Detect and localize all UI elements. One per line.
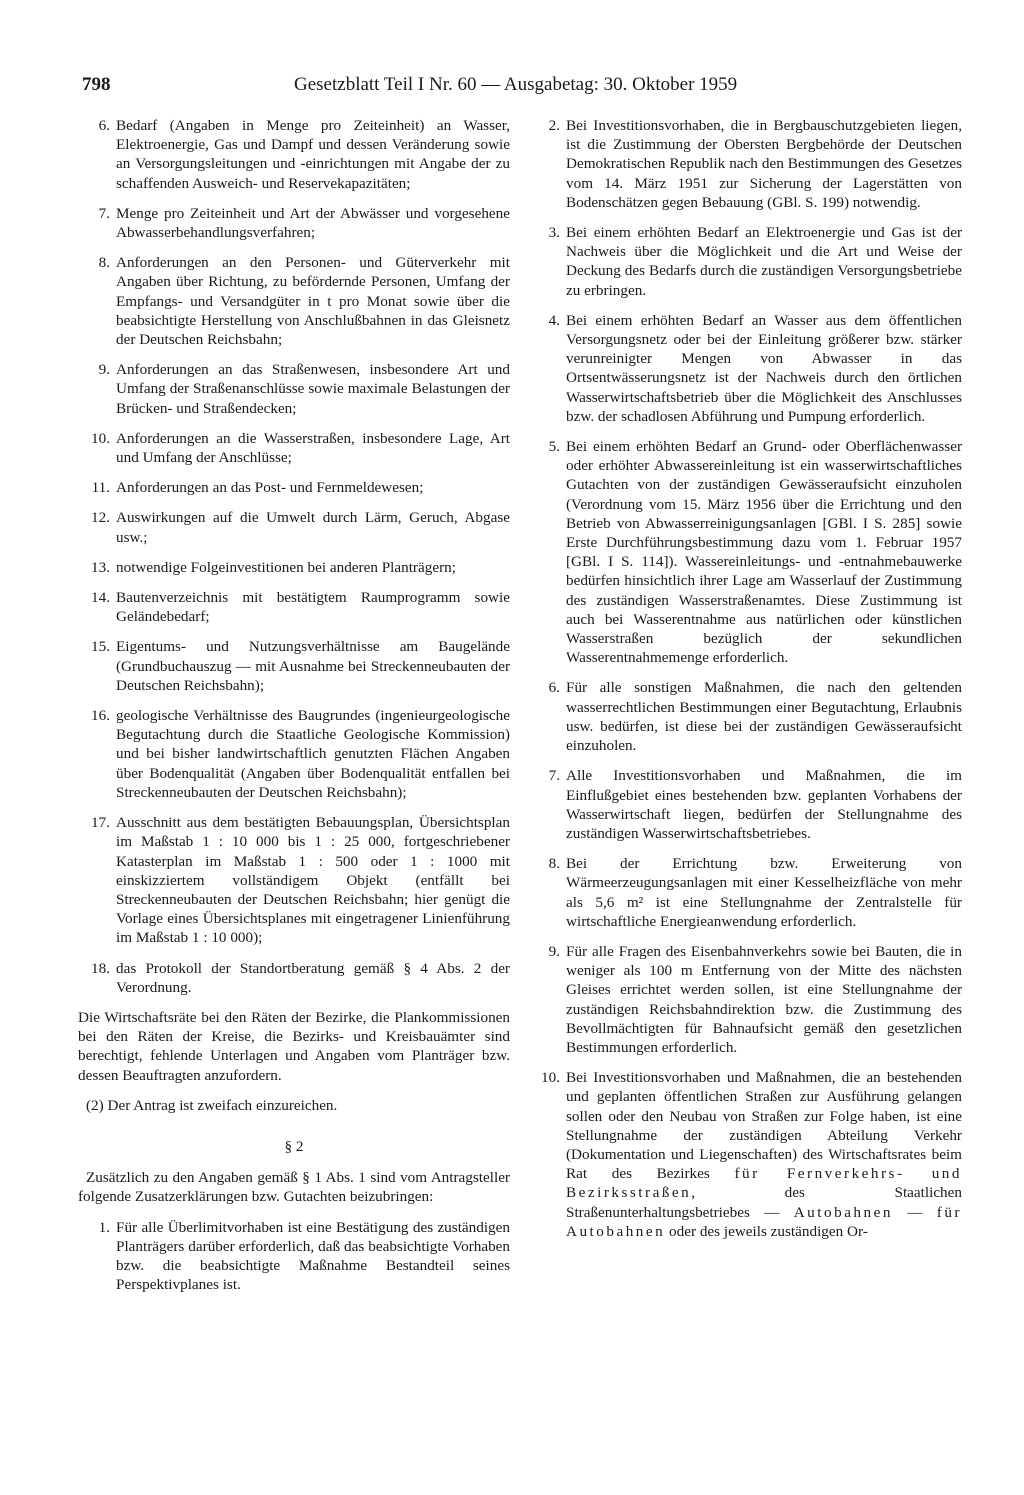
section-heading: § 2: [284, 1137, 304, 1155]
right-item-list: [528, 116, 962, 1057]
item-text: Anforderungen an die Wasserstraßen, insbesondere Lage, Art und Umfang der Anschlüsse;: [116, 429, 510, 467]
item-number: 17.: [91, 814, 110, 832]
item-text-part: Bei Investitionsvorhaben und Maßnahmen, die an bestehenden und geplanten öffentlichen Straßen zur Ausführung gelangen sollen oder den Neubau von Straßen zur Folge haben, ist eine Stellungnahme der zuständigen Abteilung Verkehr (Dokumentation und Liegenschaften) des Wirtschaftsrates beim Rat des Bezirkes: [566, 1069, 962, 1183]
list-item: [78, 478, 510, 497]
item-number: 8.: [98, 254, 110, 272]
item-text: geologische Verhältnisse des Baugrundes (ingenieurgeologische Begutachtung durch die Staatliche Geologische Kommission) und bei bisher landwirtschaftlich genutzten Flächen Angaben über Bodenqualität (Angaben über Bodenqualität entfallen bei Streckenneubauten der Deutschen Reichsbahn);: [116, 707, 510, 801]
item-number: 13.: [91, 558, 110, 576]
list-item: [528, 437, 962, 667]
item-text: Ausschnitt aus dem bestätigten Bebauungsplan, Übersichtsplan im Maßstab 1 : 10 000 bis 1 : 25 000, fortgeschriebener Katasterplan im Maßstab 1 : 500 oder 1 : 1000 mit einskizziertem vollständigem Objekt (entfällt bei Streckenneubauten der Deutschen Reichsbahn; hier genügt die Vorlage eines Übersichtsplanes mit eingetragener Linienführung im Maßstab 1 : 10 000);: [116, 814, 510, 947]
left-column: [78, 116, 510, 1305]
list-item: [78, 959, 510, 997]
item-text: Bei Investitionsvorhaben, die in Bergbauschutzgebieten liegen, ist die Zustimmung der Obersten Bergbehörde der Deutschen Demokratischen Republik nach den Bestimmungen des Gesetzes vom 14. März 1951 zur Sicherung der Lagerstätten von Bodenschätzen gegen Bebauung (GBl. S. 199) notwendig.: [566, 117, 962, 211]
item-number: 8.: [548, 855, 560, 873]
item-text: das Protokoll der Standortberatung gemäß § 4 Abs. 2 der Verordnung.: [116, 959, 510, 996]
item-text: Anforderungen an den Personen- und Güterverkehr mit Angaben über Richtung, zu befördernde Personen, Umfang der Empfangs- und Versandgüter in t pro Monat sowie über die beabsichtigte Herstellung von Anschlußbahnen in das Gleisnetz der Deutschen Reichsbahn;: [116, 254, 510, 349]
item-number: 15.: [91, 638, 110, 656]
item-number: 4.: [548, 311, 560, 329]
item-number: 16.: [91, 707, 110, 725]
list-item: [78, 253, 510, 349]
list-item: [78, 429, 510, 467]
item-text: Auswirkungen auf die Umwelt durch Lärm, Geruch, Abgase usw.;: [116, 509, 510, 546]
item-text-part: , des Staatlichen Straßenunterhaltungsbetriebes —: [566, 1184, 962, 1221]
item-number: 1.: [98, 1218, 110, 1236]
item-number: 14.: [91, 589, 110, 607]
item-number: 2.: [548, 117, 560, 134]
item-text-spaced: für Autobahnen: [566, 1203, 962, 1240]
item-number: 12.: [91, 509, 110, 527]
item-text: Für alle sonstigen Maßnahmen, die nach den geltenden wasserrechtlichen Bestimmungen einer Begutachtung, Erlaubnis usw. bedürfen, ist diese bei der zuständigen Gewässeraufsicht einzuholen.: [566, 679, 962, 755]
list-item: [528, 311, 962, 426]
list-item: [528, 766, 962, 843]
item-text: notwendige Folgeinvestitionen bei anderen Planträgern;: [116, 558, 456, 576]
list-item: [78, 360, 510, 418]
list-item: [78, 637, 510, 695]
item-number: 5.: [548, 438, 560, 456]
list-item: [78, 813, 510, 947]
list-item: [528, 223, 962, 300]
list-item-10: [528, 1068, 962, 1241]
list-item: [78, 558, 510, 577]
list-item: [78, 1218, 510, 1295]
list-item: [528, 116, 962, 212]
item-text-spaced: für Fernverkehrs- und Bezirksstraßen: [566, 1165, 962, 1202]
list-item: [528, 678, 962, 755]
header-title: Gesetzblatt Teil I Nr. 60 — Ausgabetag: 30. Oktober 1959: [294, 74, 738, 95]
page-header: [82, 74, 962, 104]
left-item-list: [78, 116, 510, 997]
item-text: Anforderungen an das Straßenwesen, insbesondere Art und Umfang der Straßenanschlüsse sowie maximale Belastungen der Brücken- und Straßendecken;: [116, 361, 510, 417]
item-text: Bei einem erhöhten Bedarf an Elektroenergie und Gas ist der Nachweis über die Möglichkeit und die Art und Weise der Deckung des Bedarfs durch die zuständigen Versorgungsbetriebe zu erbringen.: [566, 224, 962, 299]
item-number: 9.: [548, 942, 560, 960]
item-number: 10.: [541, 1069, 560, 1087]
item-number: 6.: [548, 679, 560, 697]
list-item: [528, 854, 962, 931]
item-number: 11.: [91, 479, 110, 497]
list-item: [78, 116, 510, 193]
list-item: [78, 508, 510, 546]
item-text-spaced: Autobahnen: [793, 1203, 893, 1221]
item-text: Anforderungen an das Post- und Fernmeldewesen;: [116, 479, 424, 497]
item-text: Menge pro Zeiteinheit und Art der Abwässer und vorgesehene Abwasserbehandlungsverfahren;: [116, 204, 510, 242]
item-text: Bei einem erhöhten Bedarf an Grund- oder Oberflächenwasser oder erhöhter Abwassereinleitung ist ein wasserwirtschaftliches Gutachten von der zuständigen Gewässeraufsicht einzuholen (Verordnung vom 15. März 1956 über die Errichtung und den Betrieb von Abwasserreinigungsanlagen [GBl. I S. 285] sowie Erste Durchführungsbestimmung dazu vom 1. Februar 1957 [GBl. I S. 114]). Wassereinleitungs- und -entnahmebauwerke bedürfen hinsichtlich ihrer Lage am Wasserlauf der Zustimmung des zuständigen Wasserstraßenamtes. Diese Zustimmung ist auch bei Wasserentnahme aus natürlichen oder künstlichen Wasserstraßen bezüglich der sekundlichen Wasserentnahmemenge erforderlich.: [566, 438, 962, 667]
list-item: [528, 942, 962, 1057]
item-number: 9.: [98, 361, 110, 379]
item-number: 10.: [91, 429, 110, 447]
paragraph-wirtschaftsraete: Die Wirtschaftsräte bei den Räten der Bezirke, die Plankommissionen bei den Räten der Kreise, die Bezirks- und Kreisbauämter sind berechtigt, fehlende Unterlagen und Angaben vom Planträger bzw. dessen Beauftragten anzufordern.: [78, 1008, 510, 1084]
item-text-part: oder des jeweils zuständigen Or-: [665, 1222, 868, 1240]
paragraph-zusatzerklaerungen: Zusätzlich zu den Angaben gemäß § 1 Abs. 1 sind vom Antragsteller folgende Zusatzerklärungen bzw. Gutachten beizubringen:: [78, 1169, 510, 1206]
item-text: Für alle Überlimitvorhaben ist eine Bestätigung des zuständigen Planträgers darüber erforderlich, daß das beabsichtigte Vorhaben bzw. die beabsichtigte Maßnahme Bestandteil seines Perspektivplanes ist.: [116, 1218, 510, 1294]
list-item: [78, 204, 510, 242]
item-text: Alle Investitionsvorhaben und Maßnahmen, die im Einflußgebiet eines bestehenden bzw. geplanten Vorhabens der Wasserwirtschaft liegen, bedürfen der Stellungnahme des zuständigen Wasserwirtschaftsbetriebes.: [566, 767, 962, 842]
list-item: [78, 706, 510, 802]
list-item: [78, 588, 510, 626]
item-text: Für alle Fragen des Eisenbahnverkehrs sowie bei Bauten, die in weniger als 100 m Entfernung von der Mitte des nächsten Gleises errichtet werden sollen, ist eine Stellungnahme der zuständigen Reichsbahndirektion bzw. die Zustimmung des Bevollmächtigten für Bahnaufsicht gemäß den gesetzlichen Bestimmungen erforderlich.: [566, 942, 962, 1056]
item-text: Bei einem erhöhten Bedarf an Wasser aus dem öffentlichen Versorgungsnetz oder bei der Einleitung größerer bzw. stärker verunreinigter Mengen von Abwasser in das Ortsentwässerungsnetz ist der Nachweis durch den örtlichen Wasserwirtschaftsbetrieb über die Möglichkeit des Anschlusses bzw. der schadlosen Abführung und Pumpung erforderlich.: [566, 311, 962, 425]
item-number: 7.: [98, 204, 110, 222]
item-number: 18.: [91, 959, 110, 977]
paragraph-antrag: (2) Der Antrag ist zweifach einzureichen.: [86, 1096, 338, 1114]
item-text: [566, 1068, 962, 1241]
item-text: Bei der Errichtung bzw. Erweiterung von Wärmeerzeugungsanlagen mit einer Kesselheizfläche von mehr als 5,6 m² ist eine Stellungnahme der Zentralstelle für wirtschaftliche Energieanwendung erforderlich.: [566, 855, 962, 930]
page-number: 798: [82, 74, 111, 95]
right-column: [528, 116, 962, 1252]
item-text: Eigentums- und Nutzungsverhältnisse am Baugelände (Grundbuchauszug — mit Ausnahme bei Streckenneubauten der Deutschen Reichsbahn);: [116, 638, 510, 694]
item-text: Bautenverzeichnis mit bestätigtem Raumprogramm sowie Geländebedarf;: [116, 589, 510, 626]
item-text: Bedarf (Angaben in Menge pro Zeiteinheit) an Wasser, Elektroenergie, Gas und Dampf und dessen Veränderung sowie an Versorgungsleitungen und -einrichtungen mit Angabe der zu schaffenden Ausweich- und Reservekapazitäten;: [116, 117, 510, 192]
item-number: 6.: [98, 117, 110, 134]
item-number: 3.: [548, 224, 560, 242]
item-text-part: —: [892, 1203, 937, 1221]
item-number: 7.: [548, 767, 560, 785]
